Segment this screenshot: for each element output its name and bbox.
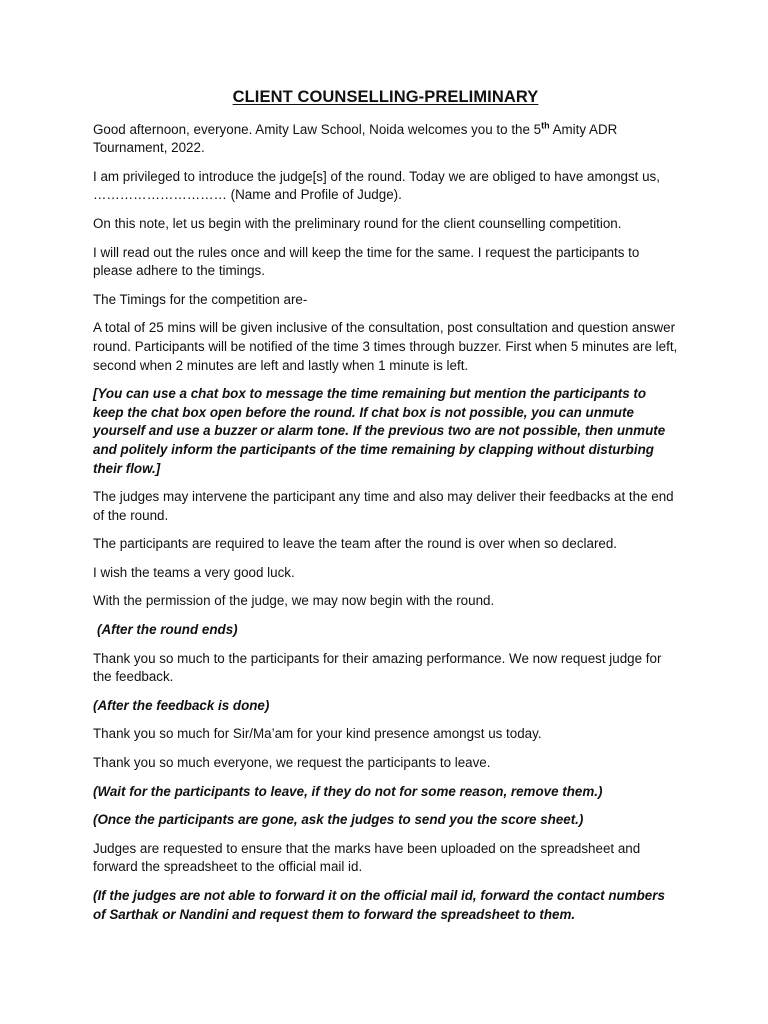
welcome-text-end: Amity ADR Tournament, 2022. bbox=[93, 121, 618, 156]
chat-box-instruction: [You can use a chat box to message the time remaining but mention the participants to keep the chat box open before the round. If chat box is not possible, you can unmute yourself and use a buzzer or alarm tone. If the previous two are not possible, then unmute and politely inform the participants of the time remaining by clapping without disturbing their flow.] bbox=[93, 386, 666, 476]
wait-leave-instruction: (Wait for the participants to leave, if they do not for some reason, remove them.) bbox=[93, 783, 603, 799]
welcome-text: Good afternoon, everyone. Amity Law School, Noida welcomes you to the 5 bbox=[93, 121, 542, 137]
score-sheet-instruction: (Once the participants are gone, ask the judges to send you the score sheet.) bbox=[93, 812, 584, 828]
ordinal-suffix: th bbox=[541, 120, 550, 131]
request-leave-paragraph: Thank you so much everyone, we request the participants to leave. bbox=[93, 755, 491, 771]
forward-contact-instruction: (If the judges are not able to forward it on the official mail id, forward the contact numbers of Sarthak or Nandini and request them to forward the spreadsheet to them. bbox=[93, 888, 665, 922]
document-title: CLIENT COUNSELLING-PRELIMINARY bbox=[232, 88, 539, 106]
judges-intervene-paragraph: The judges may intervene the participant any time and also may deliver their feedbacks at the end of the round. bbox=[93, 489, 674, 523]
thank-participants-paragraph: Thank you so much to the participants for their amazing performance. We now request judge for the feedback. bbox=[93, 650, 662, 685]
round-begin-paragraph: On this note, let us begin with the preliminary round for the client counselling competition. bbox=[93, 215, 622, 231]
leave-team-paragraph: The participants are required to leave the team after the round is over when so declared. bbox=[93, 536, 618, 552]
timings-heading: The Timings for the competition are- bbox=[93, 291, 308, 307]
welcome-paragraph bbox=[93, 121, 678, 158]
after-feedback-instruction: (After the feedback is done) bbox=[93, 697, 270, 713]
thank-judge-paragraph: Thank you so much for Sir/Ma’am for your kind presence amongst us today. bbox=[93, 726, 542, 742]
after-round-instruction: (After the round ends) bbox=[97, 622, 238, 638]
timings-paragraph: A total of 25 mins will be given inclusive of the consultation, post consultation and question answer round. Participants will be notified of the time 3 times through buzzer. First when 5 minutes are left, second when 2 minutes are left and lastly when 1 minute is left. bbox=[93, 320, 678, 373]
marks-upload-paragraph: Judges are requested to ensure that the marks have been uploaded on the spreadsheet and forward the spreadsheet to the official mail id. bbox=[93, 840, 641, 875]
rules-paragraph: I will read out the rules once and will keep the time for the same. I request the participants to please adhere to the timings. bbox=[93, 244, 640, 279]
judge-intro-paragraph: I am privileged to introduce the judge[s] of the round. Today we are obliged to have amongst us, ………………………… (Name and Profile of Judge). bbox=[93, 168, 660, 203]
begin-round-paragraph: With the permission of the judge, we may now begin with the round. bbox=[93, 593, 495, 609]
good-luck-paragraph: I wish the teams a very good luck. bbox=[93, 564, 295, 580]
